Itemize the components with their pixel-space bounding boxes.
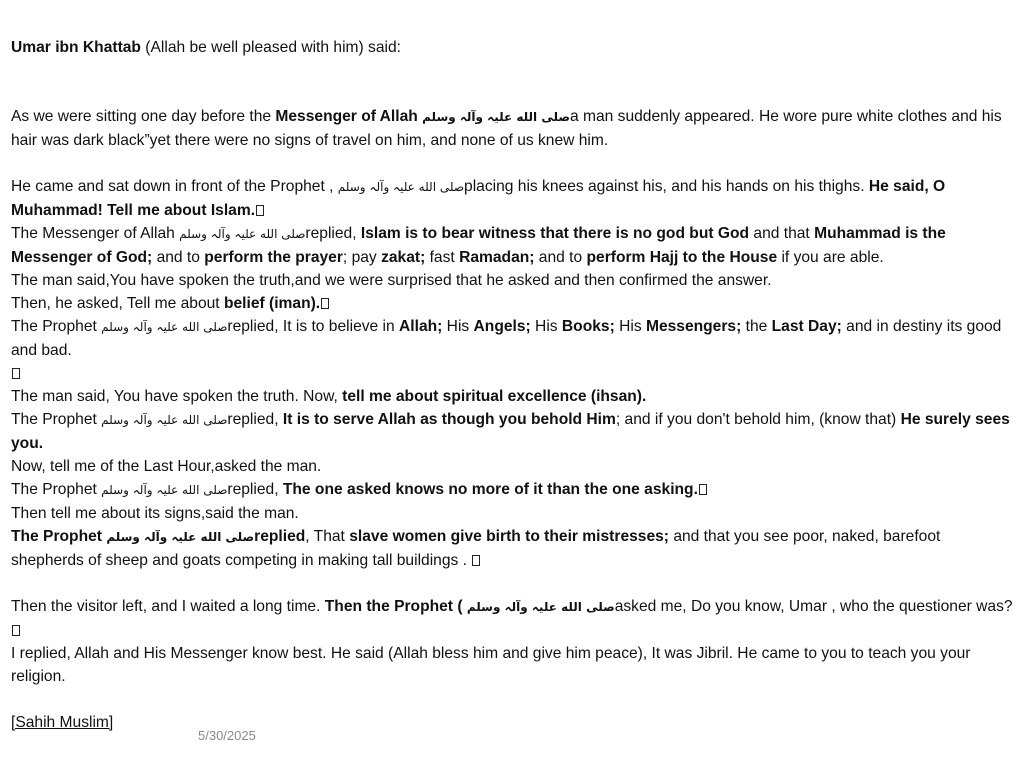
salawat-text: صلى الله عليہ وآلہ وسلم <box>106 530 255 544</box>
salawat-text: صلى الله عليہ وآلہ وسلم <box>101 413 228 427</box>
paragraph-islam-question: He came and sat down in front of the Prophet , صلى الله عليہ وآلہ وسلمplacing his knees against his, and his hands on his thighs. He said, O Muhammad! Tell me about Islam. <box>11 178 946 219</box>
reference-citation: [Sahih Muslim] <box>11 714 114 731</box>
paragraph-islam-answer: The Messenger of Allah صلى الله عليہ وآلہ وسلمreplied, Islam is to bear witness that there is no god but God and that Muhammad is the Messenger of God; and to perform the prayer; pay zakat; fast Ramadan; and to perform Hajj to the House if you are able. <box>11 225 946 266</box>
glyph-line <box>11 362 1013 385</box>
narrator-name: Umar ibn Khattab <box>11 39 141 56</box>
paragraph-signs-answer: The Prophet صلى الله عليہ وآلہ وسلمreplied, That slave women give birth to their mistresses; and that you see poor, naked, barefoot shepherds of sheep and goats competing in making tall buildings . <box>11 528 941 569</box>
missing-glyph-icon <box>321 298 329 309</box>
paragraph-hour-answer: The Prophet صلى الله عليہ وآلہ وسلمreplied, The one asked knows no more of it than the one asking. <box>11 478 1013 502</box>
missing-glyph-icon <box>12 368 20 379</box>
paragraph-arrival: As we were sitting one day before the Messenger of Allah صلى الله عليہ وآلہ وسلمa man suddenly appeared. He wore pure white clothes and his hair was dark black”yet there were no signs of travel on him, and none of us knew him. <box>11 108 1002 149</box>
paragraph-signs-question: Then tell me about its signs,said the man. <box>11 505 299 522</box>
paragraph-iman-answer: The Prophet صلى الله عليہ وآلہ وسلمreplied, It is to believe in Allah; His Angels; His Books; His Messengers; the Last Day; and in destiny its good and bad. <box>11 318 1002 359</box>
missing-glyph-icon <box>472 555 480 566</box>
intro-line: Umar ibn Khattab (Allah be well pleased with him) said: <box>11 39 401 56</box>
paragraph-jibril: I replied, Allah and His Messenger know best. He said (Allah bless him and give him peace), It was Jibril. He came to you to teach you your religion. <box>11 645 971 685</box>
missing-glyph-icon <box>12 625 20 636</box>
salawat-text: صلى الله عليہ وآلہ وسلم <box>101 483 228 497</box>
salawat-text: صلى الله عليہ وآلہ وسلم <box>179 227 306 241</box>
missing-glyph-icon <box>699 484 707 495</box>
paragraph-iman-question: Then, he asked, Tell me about belief (iman). <box>11 292 1013 315</box>
salawat-text: صلى الله عليہ وآلہ وسلم <box>422 110 570 124</box>
paragraph-hour-question: Now, tell me of the Last Hour,asked the man. <box>11 458 322 475</box>
salawat-text: صلى الله عليہ وآلہ وسلم <box>466 600 615 614</box>
salawat-text: صلى الله عليہ وآلہ وسلم <box>337 180 465 194</box>
salawat-text: صلى الله عليہ وآلہ وسلم <box>101 320 228 334</box>
paragraph-confirmation: The man said,You have spoken the truth,and we were surprised that he asked and then confirmed the answer. <box>11 272 772 289</box>
paragraph-visitor-left: Then the visitor left, and I waited a long time. Then the Prophet ( صلى الله عليہ وآلہ وسلمasked me, Do you know, Umar , who the questioner was? <box>11 595 1013 642</box>
paragraph-ihsan-question: The man said, You have spoken the truth. Now, tell me about spiritual excellence (ihsan). <box>11 388 647 405</box>
missing-glyph-icon <box>256 205 264 216</box>
paragraph-ihsan-answer: The Prophet صلى الله عليہ وآلہ وسلمreplied, It is to serve Allah as though you behold Him; and if you don't behold him, (know that) He surely sees you. <box>11 411 1010 452</box>
slide-body <box>11 36 1013 734</box>
footer-date: 5/30/2025 <box>198 728 256 743</box>
